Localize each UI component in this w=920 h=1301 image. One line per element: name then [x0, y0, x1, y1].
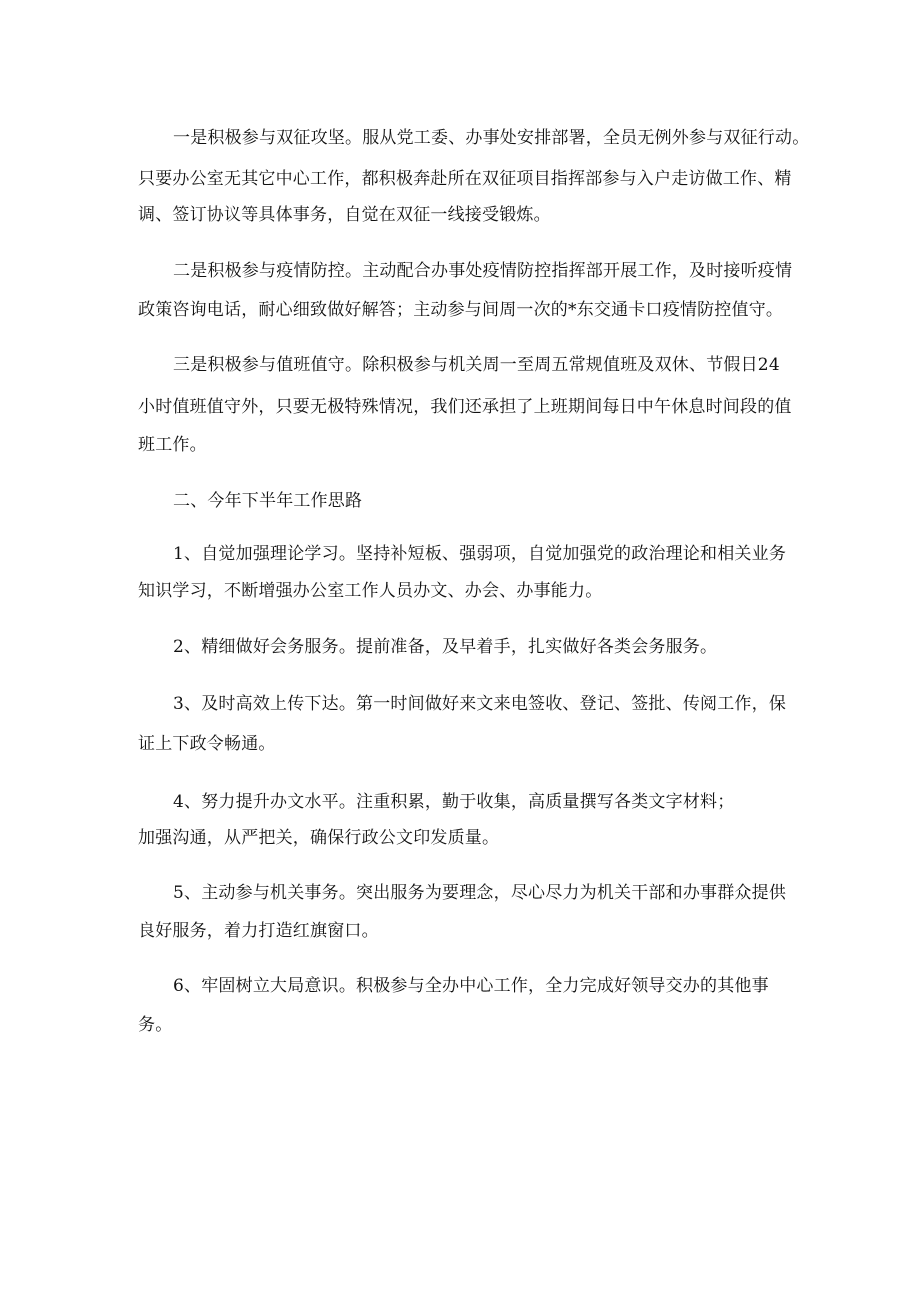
section-heading: 二、今年下半年工作思路: [173, 491, 363, 511]
paragraph-2-line-1: 二是积极参与疫情防控。主动配合办事处疫情防控指挥部开展工作，及时接听疫情: [173, 261, 793, 281]
item-6-line-2: 务。: [138, 1015, 173, 1035]
paragraph-1-line-1: 一是积极参与双征攻坚。服从党工委、办事处安排部署，全员无例外参与双征行动。: [173, 128, 810, 148]
paragraph-3-line-3: 班工作。: [138, 435, 207, 455]
paragraph-3-line-2: 小时值班值守外，只要无极特殊情况，我们还承担了上班期间每日中午休息时间段的值: [138, 397, 792, 417]
item-4-line-2: 加强沟通，从严把关，确保行政公文印发质量。: [138, 828, 500, 848]
item-3-line-1: 3、及时高效上传下达。第一时间做好来文来电签收、登记、签批、传阅工作，保: [173, 694, 787, 714]
paragraph-3-line-1: 三是积极参与值班值守。除积极参与机关周一至周五常规值班及双休、节假日24: [173, 355, 780, 375]
item-6-line-1: 6、牢固树立大局意识。积极参与全办中心工作，全力完成好领导交办的其他事: [173, 976, 769, 996]
item-5-line-1: 5、主动参与机关事务。突出服务为要理念，尽心尽力为机关干部和办事群众提供: [173, 883, 787, 903]
item-2-line-1: 2、精细做好会务服务。提前准备，及早着手，扎实做好各类会务服务。: [173, 637, 718, 657]
paragraph-1-line-2: 只要办公室无其它中心工作，都积极奔赴所在双征项目指挥部参与入户走访做工作、精: [138, 169, 792, 189]
item-3-line-2: 证上下政令畅通。: [138, 734, 276, 754]
paragraph-2-line-2: 政策咨询电话，耐心细致做好解答；主动参与间周一次的*东交通卡口疫情防控值守。: [138, 300, 784, 320]
item-1-line-1: 1、自觉加强理论学习。坚持补短板、强弱项，自觉加强党的政治理论和相关业务: [173, 544, 787, 564]
paragraph-1-line-3: 调、签订协议等具体事务，自觉在双征一线接受锻炼。: [138, 205, 551, 225]
item-5-line-2: 良好服务，着力打造红旗窗口。: [138, 921, 379, 941]
item-4-line-1: 4、努力提升办文水平。注重积累，勤于收集，高质量撰写各类文字材料；: [173, 792, 735, 812]
item-1-line-2: 知识学习，不断增强办公室工作人员办文、办会、办事能力。: [138, 581, 603, 601]
